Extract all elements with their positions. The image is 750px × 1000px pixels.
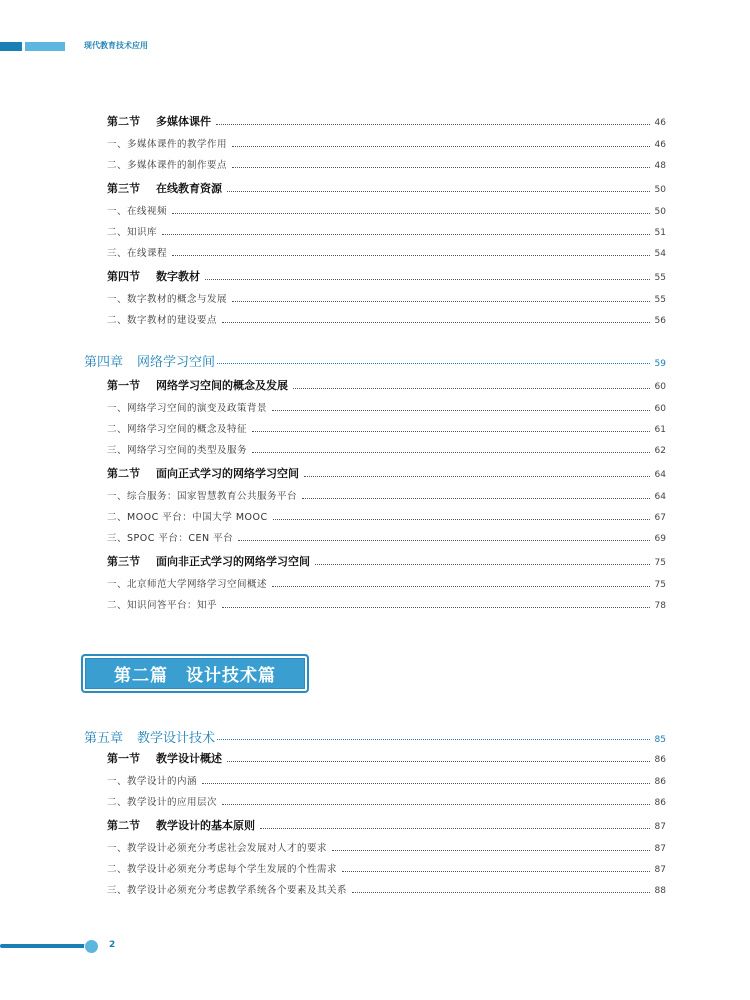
toc-item bbox=[107, 794, 666, 808]
toc-number: 第三节 bbox=[107, 555, 140, 568]
toc-page-number: 75 bbox=[654, 558, 666, 568]
leader-dots bbox=[252, 431, 650, 432]
toc-title: 网络学习空间 bbox=[137, 355, 216, 370]
toc-section bbox=[107, 750, 666, 766]
toc-title: 教学设计技术 bbox=[137, 731, 216, 746]
leader-dots bbox=[252, 452, 650, 453]
toc-title: 网络学习空间的概念及发展 bbox=[156, 379, 288, 392]
toc-page-number: 50 bbox=[654, 185, 666, 195]
toc-item bbox=[107, 157, 666, 171]
toc-section bbox=[107, 465, 666, 481]
toc-page-number: 64 bbox=[654, 492, 666, 502]
toc-label bbox=[107, 553, 310, 569]
header-bar-light bbox=[25, 42, 65, 51]
toc-label: 一、教学设计的内涵 bbox=[107, 776, 198, 787]
toc-item bbox=[107, 245, 666, 259]
toc-number: 第三节 bbox=[107, 182, 140, 195]
toc-label: 一、在线视频 bbox=[107, 206, 168, 217]
leader-dots bbox=[216, 124, 650, 125]
toc-label bbox=[84, 351, 215, 370]
toc-page-number: 55 bbox=[654, 273, 666, 283]
toc-title: 多媒体课件 bbox=[156, 115, 211, 128]
leader-dots bbox=[238, 540, 649, 541]
toc-label: 三、网络学习空间的类型及服务 bbox=[107, 445, 248, 456]
leader-dots bbox=[205, 279, 650, 280]
toc-page-number: 46 bbox=[654, 140, 666, 150]
toc-title: 教学设计的基本原则 bbox=[156, 819, 255, 832]
toc-page-number: 86 bbox=[654, 755, 666, 765]
toc-title: 在线教育资源 bbox=[156, 182, 222, 195]
toc-label: 二、网络学习空间的概念及特征 bbox=[107, 424, 248, 435]
toc-item bbox=[107, 597, 666, 611]
toc-label: 一、综合服务：国家智慧教育公共服务平台 bbox=[107, 491, 298, 502]
toc-section bbox=[107, 817, 666, 833]
toc-page-number: 60 bbox=[654, 404, 666, 414]
toc-number: 第二节 bbox=[107, 115, 140, 128]
leader-dots bbox=[232, 301, 650, 302]
toc-label: 二、教学设计必须充分考虑每个学生发展的个性需求 bbox=[107, 864, 338, 875]
toc-page-number: 51 bbox=[654, 228, 666, 238]
toc-page-number: 87 bbox=[654, 865, 666, 875]
leader-dots bbox=[273, 519, 650, 520]
toc-label: 一、多媒体课件的教学作用 bbox=[107, 139, 228, 150]
toc-label: 二、知识库 bbox=[107, 227, 158, 238]
toc-page-number: 87 bbox=[654, 844, 666, 854]
header-bar-dark bbox=[0, 42, 22, 51]
running-header-title: 现代教育技术应用 bbox=[84, 41, 148, 50]
toc-label bbox=[107, 817, 255, 833]
leader-dots bbox=[202, 783, 650, 784]
toc-label: 三、SPOC 平台：CEN 平台 bbox=[107, 533, 234, 544]
toc-label bbox=[107, 750, 222, 766]
toc-page-number: 50 bbox=[654, 207, 666, 217]
toc-label: 一、教学设计必须充分考虑社会发展对人才的要求 bbox=[107, 843, 328, 854]
toc-page-number: 86 bbox=[654, 777, 666, 787]
leader-dots bbox=[332, 850, 650, 851]
toc-title: 数字教材 bbox=[156, 270, 200, 283]
page-number: 2 bbox=[109, 940, 116, 950]
toc-label: 三、在线课程 bbox=[107, 248, 168, 259]
toc-item bbox=[107, 312, 666, 326]
toc-title: 面向非正式学习的网络学习空间 bbox=[156, 555, 310, 568]
toc-label: 一、数字教材的概念与发展 bbox=[107, 294, 228, 305]
toc-label bbox=[107, 268, 200, 284]
footer-line bbox=[0, 944, 92, 948]
part-banner bbox=[81, 654, 309, 693]
leader-dots bbox=[172, 255, 650, 256]
leader-dots bbox=[172, 213, 650, 214]
toc-page-number: 87 bbox=[654, 822, 666, 832]
leader-dots bbox=[227, 191, 650, 192]
toc-label bbox=[84, 727, 215, 746]
toc-item bbox=[107, 421, 666, 435]
toc-number: 第一节 bbox=[107, 379, 140, 392]
toc-chapter bbox=[84, 351, 666, 370]
toc-number: 第一节 bbox=[107, 752, 140, 765]
toc-number: 第五章 bbox=[84, 731, 124, 746]
toc-label bbox=[107, 377, 288, 393]
toc-page-number: 59 bbox=[654, 359, 666, 369]
toc-page-number: 48 bbox=[654, 161, 666, 171]
toc-label: 一、网络学习空间的演变及政策背景 bbox=[107, 403, 268, 414]
toc-item bbox=[107, 509, 666, 523]
toc-item bbox=[107, 861, 666, 875]
footer-circle-icon bbox=[84, 939, 99, 954]
leader-dots bbox=[260, 828, 650, 829]
leader-dots bbox=[227, 761, 650, 762]
leader-dots bbox=[342, 871, 650, 872]
toc-page-number: 85 bbox=[654, 735, 666, 745]
toc-number: 第四节 bbox=[107, 270, 140, 283]
toc-page-number: 60 bbox=[654, 382, 666, 392]
leader-dots bbox=[293, 388, 650, 389]
toc-page-number: 54 bbox=[654, 249, 666, 259]
toc-label: 三、教学设计必须充分考虑教学系统各个要素及其关系 bbox=[107, 885, 348, 896]
leader-dots bbox=[217, 739, 650, 740]
toc-item bbox=[107, 530, 666, 544]
toc-label: 二、知识问答平台：知乎 bbox=[107, 600, 218, 611]
toc-title: 教学设计概述 bbox=[156, 752, 222, 765]
toc-section bbox=[107, 553, 666, 569]
toc-section bbox=[107, 113, 666, 129]
toc-label: 二、教学设计的应用层次 bbox=[107, 797, 218, 808]
toc-page-number: 55 bbox=[654, 295, 666, 305]
leader-dots bbox=[222, 607, 650, 608]
toc-item bbox=[107, 773, 666, 787]
leader-dots bbox=[232, 146, 650, 147]
toc-item bbox=[107, 203, 666, 217]
toc-page-number: 69 bbox=[654, 534, 666, 544]
toc-item bbox=[107, 576, 666, 590]
leader-dots bbox=[272, 410, 650, 411]
toc-number: 第二节 bbox=[107, 819, 140, 832]
toc-item bbox=[107, 291, 666, 305]
toc-item bbox=[107, 400, 666, 414]
toc-page-number: 75 bbox=[654, 580, 666, 590]
leader-dots bbox=[352, 892, 650, 893]
toc-page-number: 67 bbox=[654, 513, 666, 523]
toc-label bbox=[107, 180, 222, 196]
toc-item bbox=[107, 136, 666, 150]
toc-item bbox=[107, 488, 666, 502]
toc-number: 第二节 bbox=[107, 467, 140, 480]
toc-item bbox=[107, 224, 666, 238]
toc-page-number: 46 bbox=[654, 118, 666, 128]
leader-dots bbox=[232, 167, 650, 168]
toc-label: 二、多媒体课件的制作要点 bbox=[107, 160, 228, 171]
toc-label bbox=[107, 113, 211, 129]
toc-label: 二、MOOC 平台：中国大学 MOOC bbox=[107, 512, 268, 523]
leader-dots bbox=[272, 586, 650, 587]
toc-chapter bbox=[84, 727, 666, 746]
leader-dots bbox=[222, 322, 650, 323]
leader-dots bbox=[222, 804, 650, 805]
toc-page-number: 88 bbox=[654, 886, 666, 896]
part-title: 设计技术篇 bbox=[186, 666, 276, 686]
leader-dots bbox=[304, 476, 650, 477]
leader-dots bbox=[302, 498, 650, 499]
toc-label bbox=[107, 465, 299, 481]
toc-section bbox=[107, 377, 666, 393]
leader-dots bbox=[315, 564, 650, 565]
toc-page-number: 78 bbox=[654, 601, 666, 611]
toc-section bbox=[107, 268, 666, 284]
toc-section bbox=[107, 180, 666, 196]
toc-page-number: 56 bbox=[654, 316, 666, 326]
toc-item bbox=[107, 442, 666, 456]
toc-page-number: 86 bbox=[654, 798, 666, 808]
leader-dots bbox=[162, 234, 650, 235]
toc-title: 面向正式学习的网络学习空间 bbox=[156, 467, 299, 480]
toc-page-number: 62 bbox=[654, 446, 666, 456]
toc-item bbox=[107, 882, 666, 896]
header-color-bar bbox=[0, 42, 65, 51]
toc-item bbox=[107, 840, 666, 854]
leader-dots bbox=[217, 363, 650, 364]
toc-page-number: 61 bbox=[654, 425, 666, 435]
toc-page-number: 64 bbox=[654, 470, 666, 480]
part-number: 第二篇 bbox=[114, 666, 168, 686]
toc-number: 第四章 bbox=[84, 355, 124, 370]
toc-label: 二、数字教材的建设要点 bbox=[107, 315, 218, 326]
toc-label: 一、北京师范大学网络学习空间概述 bbox=[107, 579, 268, 590]
